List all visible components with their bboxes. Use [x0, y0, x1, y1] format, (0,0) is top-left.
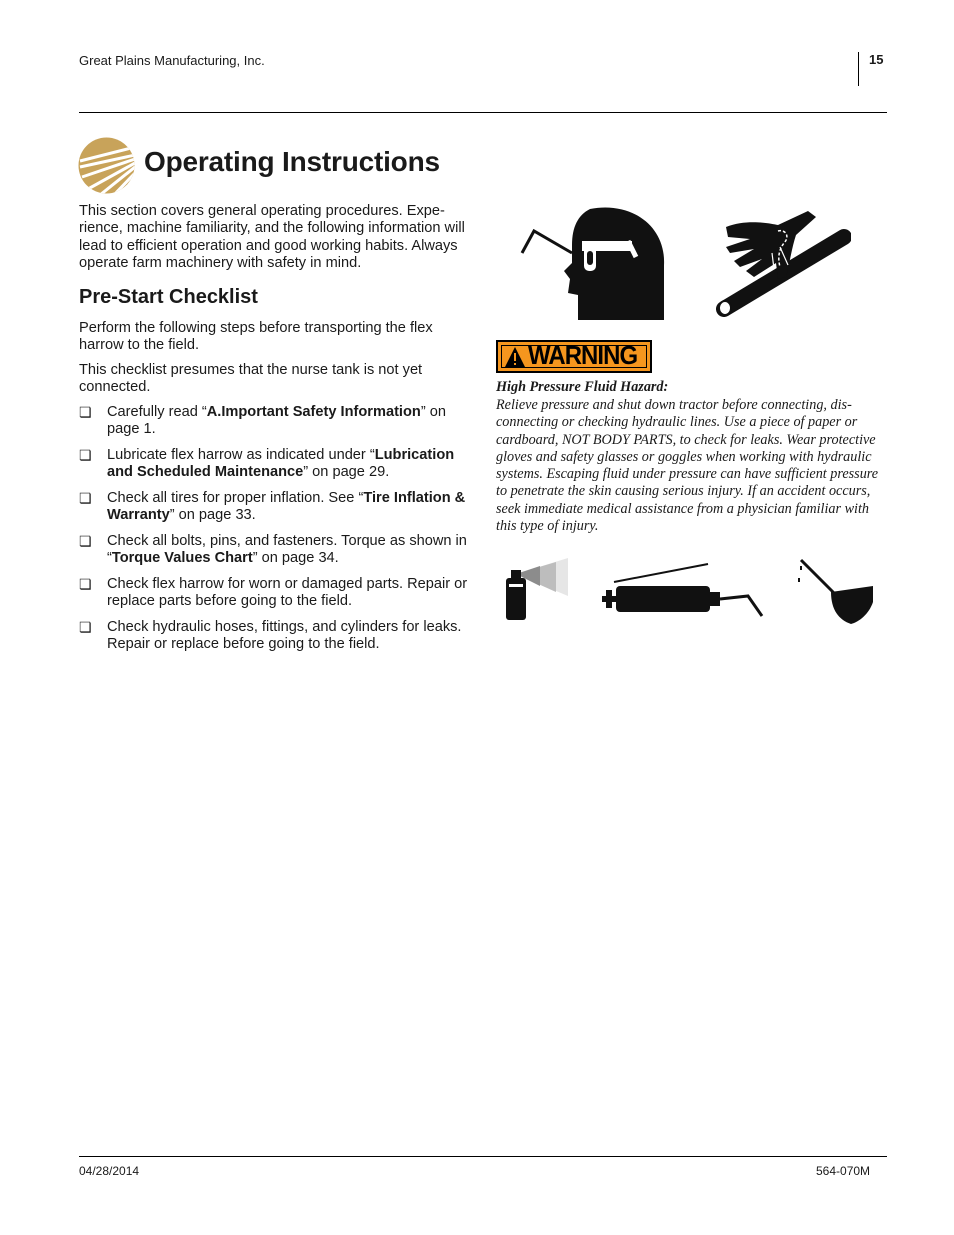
checkbox-icon: ❏	[79, 404, 92, 420]
head-with-eye-protection-icon	[520, 205, 670, 323]
hazard-body: Relieve pressure and shut down tractor before connecting, disconnecting or checking hydraulic lines. Use a piece of paper or cardboard, NOT BODY PARTS, to check for leaks. Wear protective gloves and safety glasses or goggles when working with hydraulic systems. Escaping fluid under pressure can have sufficient pressure to penetrate the skin causing serious injury. If an accident occurs, seek immediate medical assistance from a physician familiar with this type of injury.	[496, 397, 879, 535]
checkbox-icon: ❏	[79, 447, 92, 463]
hand-hose-leak-icon	[716, 207, 851, 317]
footer-doc-number: 564-070M	[816, 1164, 871, 1178]
section-paragraph-2: This checklist presumes that the nurse tank is not yet connected.	[79, 362, 423, 396]
oil-can-icon	[795, 556, 875, 626]
header-company: Great Plains Manufacturing, Inc.	[79, 53, 265, 68]
header-divider	[858, 52, 859, 86]
checkbox-icon: ❏	[79, 490, 92, 506]
page-title: Operating Instructions	[144, 146, 440, 177]
brand-logo-icon	[78, 137, 135, 194]
warning-label	[496, 340, 652, 373]
footer-rule	[79, 1156, 887, 1157]
footer-date: 04/28/2014	[79, 1164, 140, 1178]
hazard-title: High Pressure Fluid Hazard:	[496, 379, 669, 395]
warning-word: WARNING	[528, 340, 638, 370]
checkbox-icon: ❏	[79, 576, 92, 592]
page-number: 15	[869, 52, 884, 67]
section-heading: Pre-Start Checklist	[79, 286, 258, 308]
checkbox-icon: ❏	[79, 619, 92, 635]
grease-gun-icon	[600, 560, 770, 620]
header-rule	[79, 112, 887, 113]
spray-can-icon	[500, 556, 570, 622]
warning-triangle-icon	[504, 346, 526, 368]
checkbox-icon: ❏	[79, 533, 92, 549]
section-paragraph-1: Perform the following steps before transporting the flex harrow to the field.	[79, 320, 433, 354]
intro-paragraph: This section covers general operating procedures. Experience, machine familiarity, and the following information will lead to efficient operation and good working habits. Always operate farm machinery with safety in mind.	[79, 203, 465, 271]
